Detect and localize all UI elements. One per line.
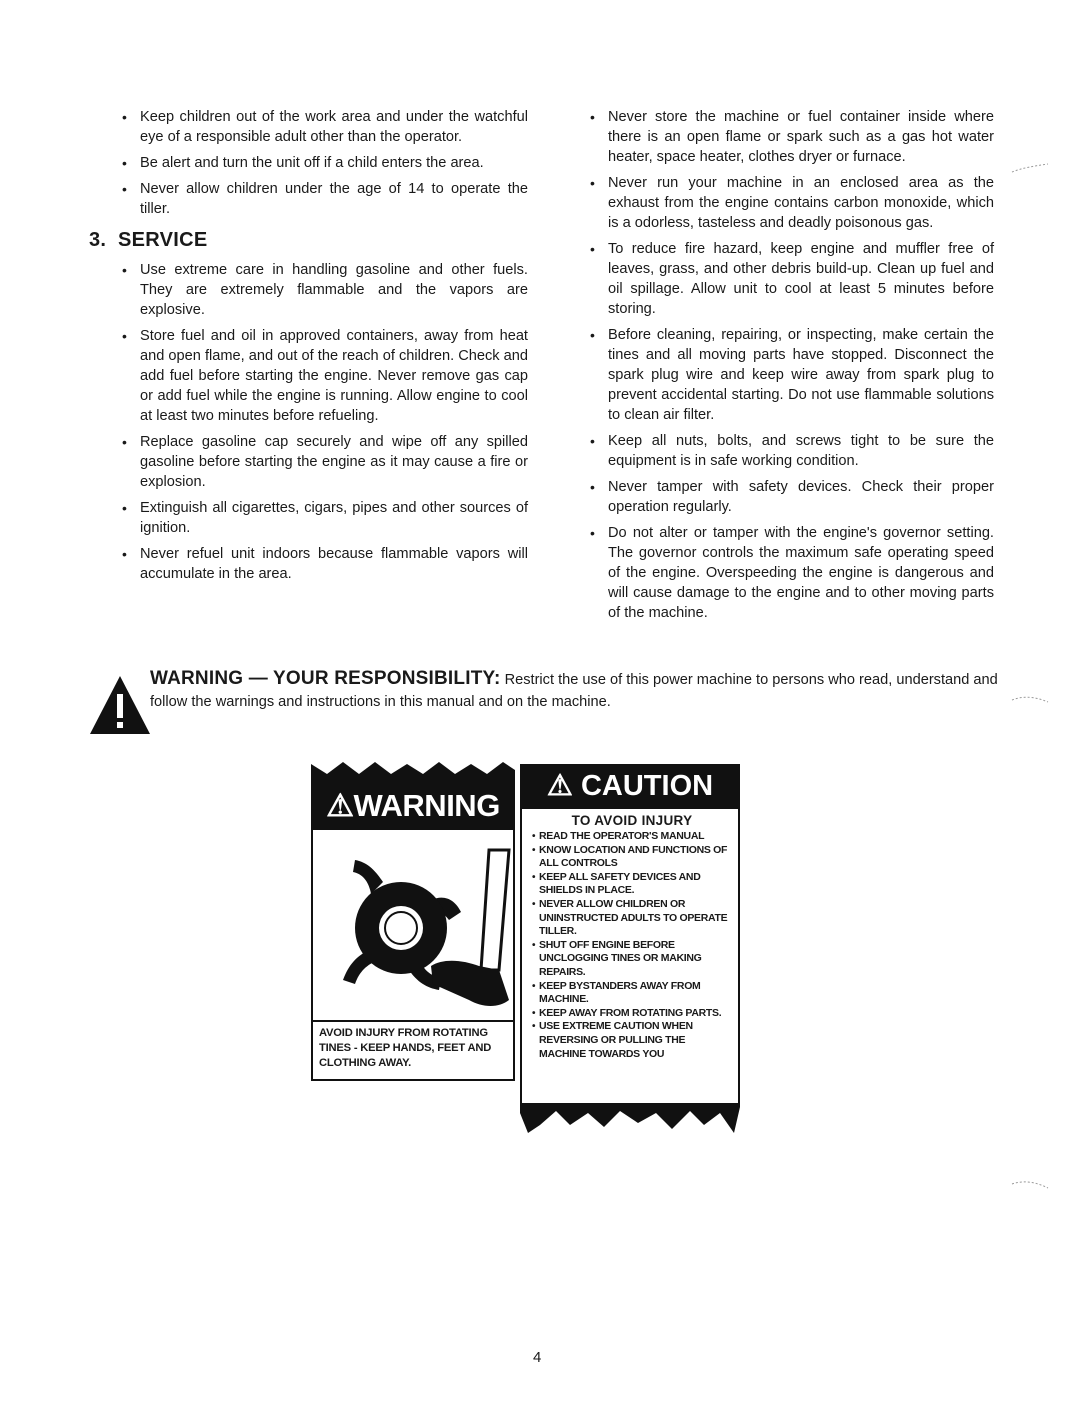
intro-bullet-list [118,107,528,219]
section-number: 3. [89,229,107,251]
warning-triangle-icon: ⚠ [546,770,573,802]
list-item: • SHUT OFF ENGINE BEFORE UNCLOGGING TINES OR MAKING REPAIRS. [532,939,732,980]
list-item: • Never store the machine or fuel container inside where there is an open flame or spark such as a gas hot water heater, space heater, clothes dryer or furnace. [586,107,994,167]
sawtooth-bottom-border [520,1103,740,1137]
list-item: • NEVER ALLOW CHILDREN OR UNINSTRUCTED ADULTS TO OPERATE TILLER. [532,898,732,939]
caution-list [532,830,732,1061]
responsibility-text [150,668,998,713]
warning-caption: AVOID INJURY FROM ROTATING TINES - KEEP HANDS, FEET AND CLOTHING AWAY. [319,1027,492,1069]
section-title: SERVICE [118,229,208,251]
caution-decal [520,764,740,1137]
list-item: • Keep all nuts, bolts, and screws tight to be sure the equipment is in safe working condition. [586,431,994,471]
tine-hazard-icon [313,830,513,1020]
list-item: • Never refuel unit indoors because flammable vapors will accumulate in the area. [118,544,528,584]
list-item: • Use extreme care in handling gasoline and other fuels. They are extremely flammable and the vapors are explosive. [118,260,528,320]
list-item: • Never run your machine in an enclosed area as the exhaust from the engine contains carbon monoxide, which is a odorless, tasteless and deadly poisonous gas. [586,173,994,233]
list-item: • Keep children out of the work area and under the watchful eye of a responsible adult other than the operator. [118,107,528,147]
list-item: • Do not alter or tamper with the engine's governor setting. The governor controls the maximum safe operating speed of the engine. Overspeeding the engine is dangerous and will cause damage to the engine and to other moving parts of the machine. [586,523,994,623]
responsibility-body: Restrict the use of this power machine to persons who read, understand and follow the warnings and instructions in this manual and on the machine. [150,672,998,710]
warning-banner-label: WARNING [353,788,500,823]
section-heading [89,229,528,252]
responsibility-warning [88,668,998,713]
list-item: • Extinguish all cigarettes, cigars, pipes and other sources of ignition. [118,498,528,538]
list-item: • KEEP AWAY FROM ROTATING PARTS. [532,1007,732,1021]
scan-mark [1010,690,1050,706]
list-item: • KNOW LOCATION AND FUNCTIONS OF ALL CONTROLS [532,844,732,871]
list-item: • KEEP BYSTANDERS AWAY FROM MACHINE. [532,980,732,1007]
left-column [89,107,528,590]
warning-triangle-icon: ⚠ [326,788,354,823]
list-item: • To reduce fire hazard, keep engine and muffler free of leaves, grass, and other debris build-up. Clean up fuel and oil spillage. Allow unit to cool at least 5 minutes before storing. [586,239,994,319]
list-item: • Replace gasoline cap securely and wipe off any spilled gasoline before starting the engine as it may cause a fire or explosion. [118,432,528,492]
list-item: • Before cleaning, repairing, or inspecting, make certain the tines and all moving parts have stopped. Disconnect the spark plug wire and keep wire away from spark plug to prevent accidental starting. Do not use flammable solutions to clean air filter. [586,325,994,425]
list-item: • Never tamper with safety devices. Check their proper operation regularly. [586,477,994,517]
responsibility-title: WARNING — YOUR RESPONSIBILITY: [150,668,501,689]
list-item: • KEEP ALL SAFETY DEVICES AND SHIELDS IN PLACE. [532,871,732,898]
list-item: • Store fuel and oil in approved containers, away from heat and open flame, and out of the reach of children. Check and add fuel before starting the engine. Never remove gas cap or add fuel while the engine is running. Allow engine to cool at least two minutes before refueling. [118,326,528,426]
warning-banner [313,784,513,830]
caution-subtitle: TO AVOID INJURY [571,813,693,828]
list-item: • READ THE OPERATOR'S MANUAL [532,830,732,844]
caution-banner [520,764,740,809]
service-bullet-list [118,260,528,584]
list-item: • USE EXTREME CAUTION WHEN REVERSING OR PULLING THE MACHINE TOWARDS YOU [532,1020,732,1061]
page-number: 4 [533,1349,542,1366]
caution-banner-label: CAUTION [580,770,714,802]
safety-bullet-list [586,107,994,623]
right-column [586,107,994,629]
warning-triangle-icon [88,674,152,736]
sawtooth-top-border [311,760,515,782]
list-item: • Be alert and turn the unit off if a child enters the area. [118,153,528,173]
warning-decal [311,760,515,1081]
list-item: • Never allow children under the age of 14 to operate the tiller. [118,179,528,219]
scan-mark [1010,160,1050,176]
rotating-tine-illustration [313,830,513,1022]
scan-mark [1010,1178,1050,1194]
